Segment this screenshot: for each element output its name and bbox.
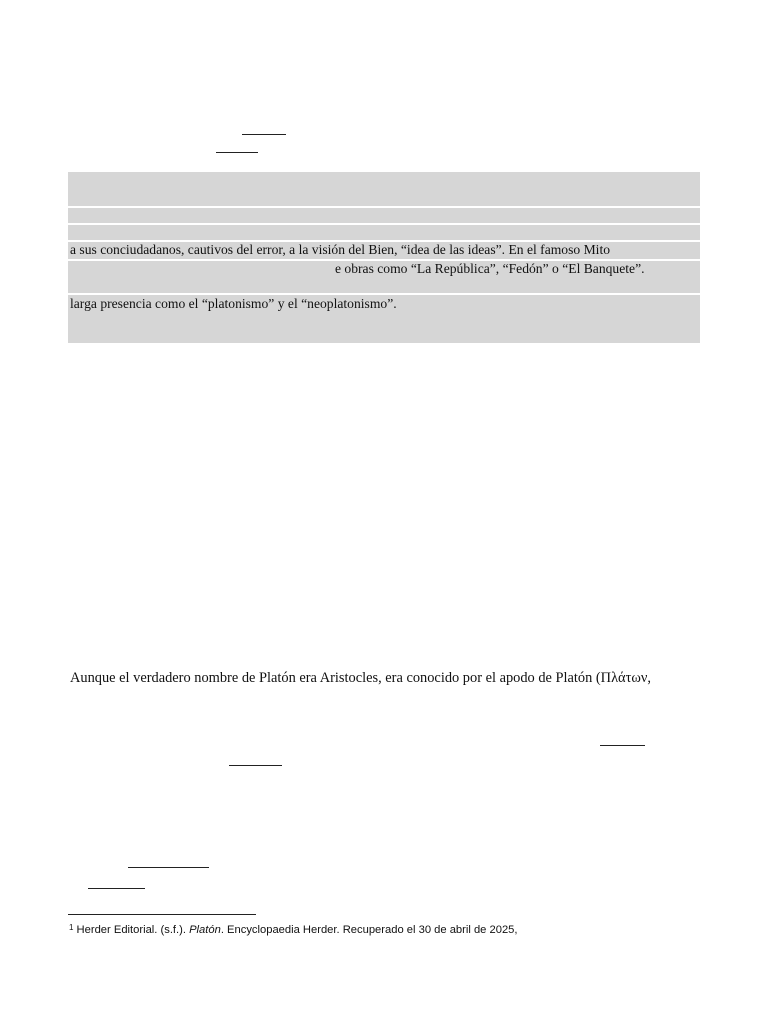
footnote-separator <box>68 914 256 915</box>
footnote <box>69 921 518 937</box>
link-underline-1[interactable] <box>242 134 286 135</box>
footnote-title: Platón <box>189 924 221 936</box>
link-underline-5[interactable] <box>128 867 209 868</box>
shade-band-2 <box>68 208 700 223</box>
shade-band-3 <box>68 225 700 240</box>
body-text-line: Aunque el verdadero nombre de Platón era Aristocles, era conocido por el apodo de Platón (Πλάτων, <box>70 670 651 686</box>
link-underline-6[interactable] <box>88 888 145 889</box>
passage-line-3: larga presencia como el “platonismo” y el “neoplatonismo”. <box>70 296 397 311</box>
footnote-marker: 1 <box>69 923 74 932</box>
link-underline-4[interactable] <box>229 765 282 766</box>
footnote-text-after: . Encyclopaedia Herder. Recuperado el 30 de abril de 2025, <box>220 924 518 936</box>
link-underline-3[interactable] <box>600 745 645 746</box>
link-underline-2[interactable] <box>216 152 258 153</box>
shade-band-1 <box>68 172 700 206</box>
passage-line-1: a sus conciudadanos, cautivos del error, a la visión del Bien, “idea de las ideas”. En el famoso Mito <box>70 242 611 257</box>
passage-line-2: e obras como “La República”, “Fedón” o “El Banquete”. <box>335 261 645 276</box>
footnote-text-before: Herder Editorial. (s.f.). <box>73 924 190 936</box>
